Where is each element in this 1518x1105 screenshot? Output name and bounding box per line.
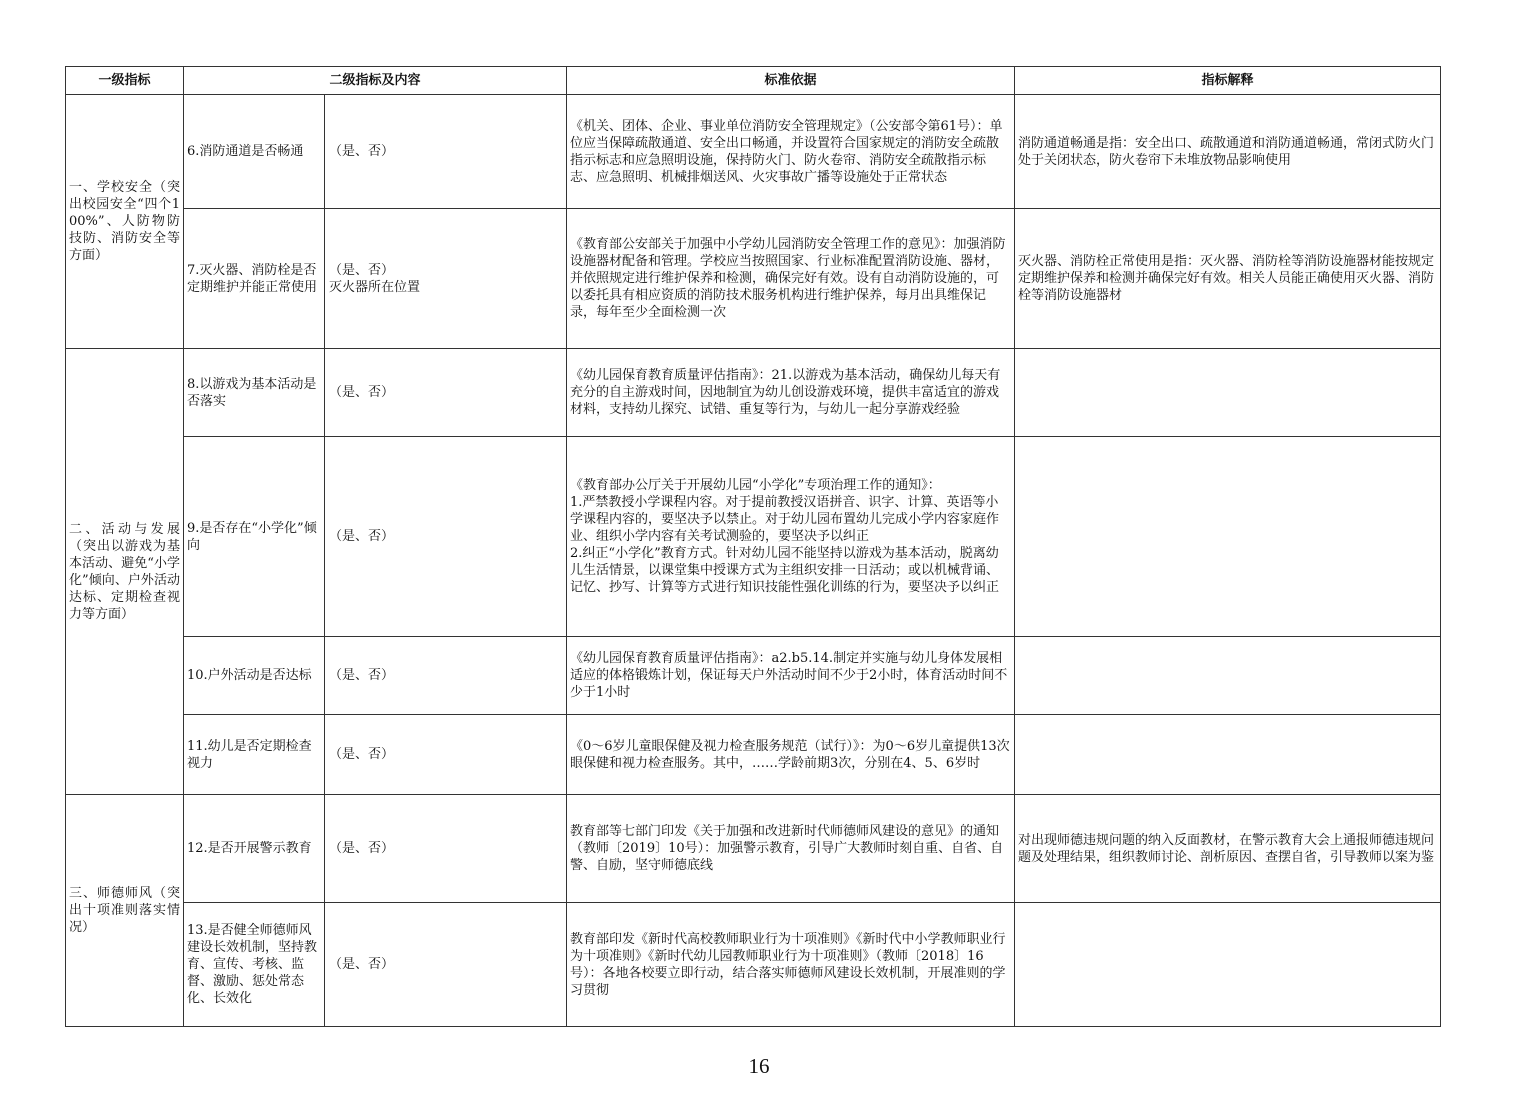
options-cell: （是、否） 灭火器所在位置: [325, 209, 567, 349]
level2-cell: 8.以游戏为基本活动是否落实: [184, 349, 325, 437]
table-row: [66, 95, 1441, 209]
explanation-cell: 消防通道畅通是指：安全出口、疏散通道和消防通道畅通，常闭式防火门处于关闭状态，防火卷帘下未堆放物品影响使用: [1015, 95, 1441, 209]
level1-cell: 二、活动与发展（突出以游戏为基本活动、避免“小学化”倾向、户外活动达标、定期检查视力等方面）: [66, 349, 184, 795]
header-level2: 二级指标及内容: [184, 67, 567, 95]
level2-cell: 6.消防通道是否畅通: [184, 95, 325, 209]
table-row: [66, 349, 1441, 437]
explanation-cell: [1015, 715, 1441, 795]
options-cell: （是、否）: [325, 715, 567, 795]
basis-cell: 教育部印发《新时代高校教师职业行为十项准则》《新时代中小学教师职业行为十项准则》《新时代幼儿园教师职业行为十项准则》（教师〔2018〕16号）：各地各校要立即行动，结合落实师德师风建设长效机制，开展准则的学习贯彻: [567, 903, 1015, 1027]
options-cell: （是、否）: [325, 903, 567, 1027]
level2-cell: 9.是否存在“小学化”倾向: [184, 437, 325, 637]
options-cell: （是、否）: [325, 637, 567, 715]
level2-cell: 7.灭火器、消防栓是否定期维护并能正常使用: [184, 209, 325, 349]
basis-cell: 《幼儿园保育教育质量评估指南》：a2.b5.14.制定并实施与幼儿身体发展相适应的体格锻炼计划，保证每天户外活动时间不少于2小时，体育活动时间不少于1小时: [567, 637, 1015, 715]
level2-cell: 11.幼儿是否定期检查视力: [184, 715, 325, 795]
explanation-cell: [1015, 349, 1441, 437]
basis-cell: 《教育部办公厅关于开展幼儿园“小学化”专项治理工作的通知》： 1.严禁教授小学课程内容。对于提前教授汉语拼音、识字、计算、英语等小学课程内容的，要坚决予以禁止。对于幼儿园布置幼儿完成小学内容家庭作业、组织小学内容有关考试测验的，要坚决予以纠正 2.纠正“小学化”教育方式。针对幼儿园不能坚持以游戏为基本活动，脱离幼儿生活情景，以课堂集中授课方式为主组织安排一日活动；或以机械背诵、记忆、抄写、计算等方式进行知识技能性强化训练的行为，要坚决予以纠正: [567, 437, 1015, 637]
basis-cell: 《幼儿园保育教育质量评估指南》：21.以游戏为基本活动，确保幼儿每天有充分的自主游戏时间，因地制宜为幼儿创设游戏环境，提供丰富适宜的游戏材料，支持幼儿探究、试错、重复等行为，与幼儿一起分享游戏经验: [567, 349, 1015, 437]
options-cell: （是、否）: [325, 95, 567, 209]
options-cell: （是、否）: [325, 795, 567, 903]
level1-cell: 三、师德师风（突出十项准则落实情况）: [66, 795, 184, 1027]
indicator-table: [65, 66, 1441, 1027]
page-number: 16: [748, 1054, 770, 1078]
table-row: [66, 437, 1441, 637]
explanation-cell: 灭火器、消防栓正常使用是指：灭火器、消防栓等消防设施器材能按规定定期维护保养和检测并确保完好有效。相关人员能正确使用灭火器、消防栓等消防设施器材: [1015, 209, 1441, 349]
table-row: [66, 209, 1441, 349]
basis-cell: 《教育部公安部关于加强中小学幼儿园消防安全管理工作的意见》：加强消防设施器材配备和管理。学校应当按照国家、行业标准配置消防设施、器材，并依照规定进行维护保养和检测，确保完好有效。设有自动消防设施的，可以委托具有相应资质的消防技术服务机构进行维护保养，每月出具维保记录，每年至少全面检测一次: [567, 209, 1015, 349]
level2-cell: 10.户外活动是否达标: [184, 637, 325, 715]
table-row: [66, 715, 1441, 795]
basis-cell: 教育部等七部门印发《关于加强和改进新时代师德师风建设的意见》的通知（教师〔2019〕10号）：加强警示教育，引导广大教师时刻自重、自省、自警、自励，坚守师德底线: [567, 795, 1015, 903]
explanation-cell: [1015, 637, 1441, 715]
basis-cell: 《0～6岁儿童眼保健及视力检查服务规范（试行）》：为0～6岁儿童提供13次眼保健和视力检查服务。其中，……学龄前期3次，分别在4、5、6岁时: [567, 715, 1015, 795]
explanation-cell: [1015, 437, 1441, 637]
level1-cell: 一、学校安全（突出校园安全“四个100%”、人防物防技防、消防安全等方面）: [66, 95, 184, 349]
explanation-cell: 对出现师德违规问题的纳入反面教材，在警示教育大会上通报师德违规问题及处理结果，组织教师讨论、剖析原因、查摆自省，引导教师以案为鉴: [1015, 795, 1441, 903]
table-header-row: [66, 67, 1441, 95]
table-row: [66, 903, 1441, 1027]
header-basis: 标准依据: [567, 67, 1015, 95]
indicator-table-sheet: [65, 66, 1440, 1027]
table-row: [66, 795, 1441, 903]
level2-cell: 13.是否健全师德师风建设长效机制，坚持教育、宣传、考核、监督、激励、惩处常态化、长效化: [184, 903, 325, 1027]
options-cell: （是、否）: [325, 349, 567, 437]
basis-cell: 《机关、团体、企业、事业单位消防安全管理规定》（公安部令第61号）：单位应当保障疏散通道、安全出口畅通，并设置符合国家规定的消防安全疏散指示标志和应急照明设施，保持防火门、防火卷帘、消防安全疏散指示标志、应急照明、机械排烟送风、火灾事故广播等设施处于正常状态: [567, 95, 1015, 209]
table-row: [66, 637, 1441, 715]
header-explanation: 指标解释: [1015, 67, 1441, 95]
header-level1: 一级指标: [66, 67, 184, 95]
explanation-cell: [1015, 903, 1441, 1027]
options-cell: （是、否）: [325, 437, 567, 637]
level2-cell: 12.是否开展警示教育: [184, 795, 325, 903]
